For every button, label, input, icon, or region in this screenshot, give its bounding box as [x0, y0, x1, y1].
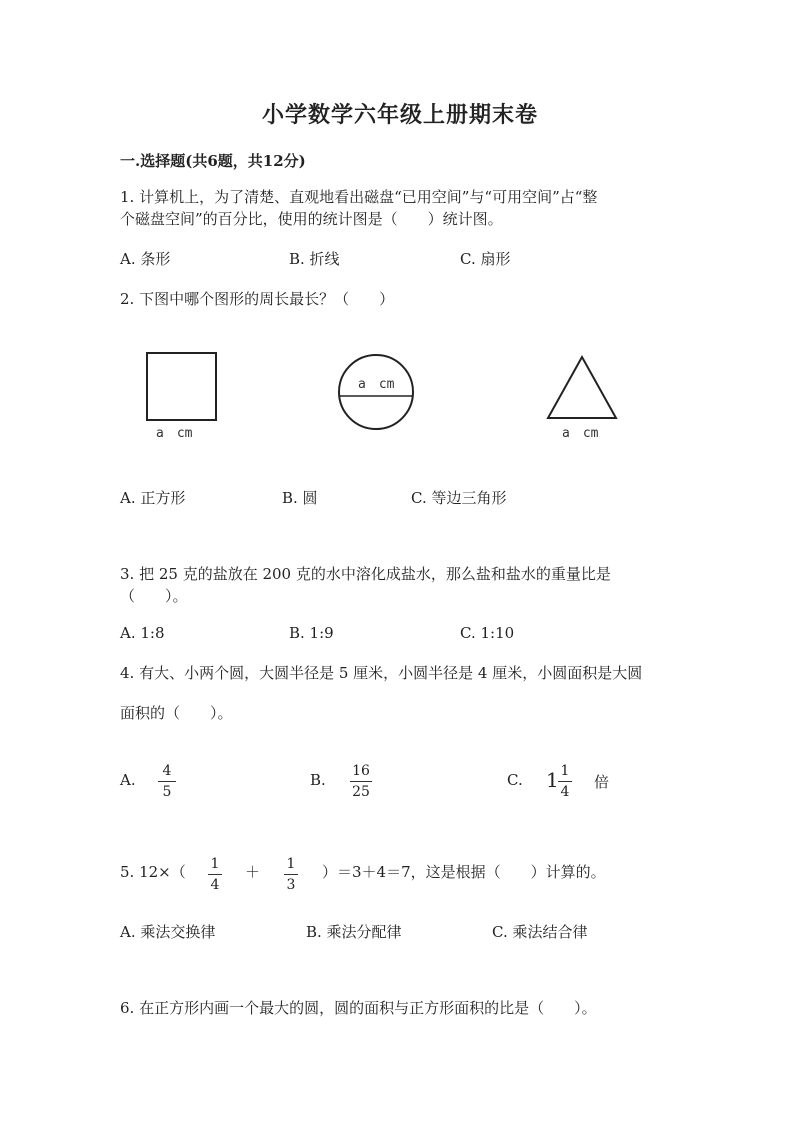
- question-2-option-b: B. 圆: [282, 489, 318, 507]
- square-figure: [147, 353, 216, 420]
- question-4-option-c-label: C.: [507, 771, 523, 789]
- fraction-numerator: 1: [210, 856, 220, 872]
- section-heading: 一.选择题(共6题，共12分): [120, 152, 306, 170]
- question-5-option-c: C. 乘法结合律: [492, 923, 588, 941]
- question-3-option-a: A. 1:8: [120, 624, 165, 642]
- question-1-option-a: A. 条形: [120, 250, 171, 268]
- fraction-numerator: 1: [560, 763, 570, 779]
- question-5-option-a: A. 乘法交换律: [120, 923, 216, 941]
- question-2-text: 2. 下图中哪个图形的周长最长？（ ）: [120, 290, 395, 308]
- mixed-number-whole: 1: [546, 768, 559, 792]
- question-4-line-2: 面积的（ ）。: [120, 704, 233, 722]
- fraction-numerator: 4: [162, 763, 172, 779]
- question-4-option-a-label: A.: [120, 771, 136, 789]
- question-4-line-1: 4. 有大、小两个圆，大圆半径是 5 厘米，小圆半径是 4 厘米，小圆面积是大圆: [120, 664, 643, 682]
- question-5-prefix: 5. 12×（: [120, 863, 186, 881]
- question-3-option-c: C. 1:10: [460, 624, 515, 642]
- triangle-figure: [548, 357, 616, 418]
- question-5-option-b: B. 乘法分配律: [306, 923, 402, 941]
- question-4-option-c-fraction: [558, 762, 572, 801]
- fraction-denominator: 4: [210, 877, 220, 893]
- fraction-numerator: 16: [352, 763, 370, 779]
- square-label: a cm: [156, 426, 193, 441]
- fraction-denominator: 5: [162, 784, 172, 800]
- question-1-option-b: B. 折线: [289, 250, 340, 268]
- question-1-line-1: 1. 计算机上，为了清楚、直观地看出磁盘“已用空间”与“可用空间”占“整: [120, 188, 598, 206]
- question-5-suffix: ）＝3＋4＝7，这是根据（ ）计算的。: [322, 863, 606, 881]
- question-5-plus: ＋: [245, 863, 261, 881]
- question-5-fraction-1: [208, 855, 222, 894]
- fraction-denominator: 25: [352, 784, 370, 800]
- fraction-denominator: 3: [286, 877, 296, 893]
- question-3-option-b: B. 1:9: [289, 624, 334, 642]
- question-3-line-1: 3. 把 25 克的盐放在 200 克的水中溶化成盐水，那么盐和盐水的重量比是: [120, 565, 611, 583]
- question-1-line-2: 个磁盘空间”的百分比，使用的统计图是（ ）统计图。: [120, 210, 503, 228]
- question-3-line-2: （ ）。: [120, 587, 188, 605]
- question-4-option-b-label: B.: [310, 771, 326, 789]
- triangle-label: a cm: [562, 426, 599, 441]
- question-4-option-a-fraction: [158, 762, 176, 801]
- question-2-option-c: C. 等边三角形: [411, 489, 507, 507]
- question-2-option-a: A. 正方形: [120, 489, 186, 507]
- question-4-option-b-fraction: [350, 762, 372, 801]
- fraction-numerator: 1: [286, 856, 296, 872]
- question-1-option-c: C. 扇形: [460, 250, 511, 268]
- fraction-denominator: 4: [560, 784, 570, 800]
- circle-figure: [339, 355, 413, 429]
- question-5-fraction-2: [284, 855, 298, 894]
- page-title: 小学数学六年级上册期末卷: [261, 102, 538, 128]
- question-6-text: 6. 在正方形内画一个最大的圆，圆的面积与正方形面积的比是（ ）。: [120, 999, 597, 1017]
- circle-label: a cm: [358, 377, 395, 392]
- question-2-figures: [0, 340, 800, 450]
- question-4-option-c-suffix: 倍: [594, 773, 610, 791]
